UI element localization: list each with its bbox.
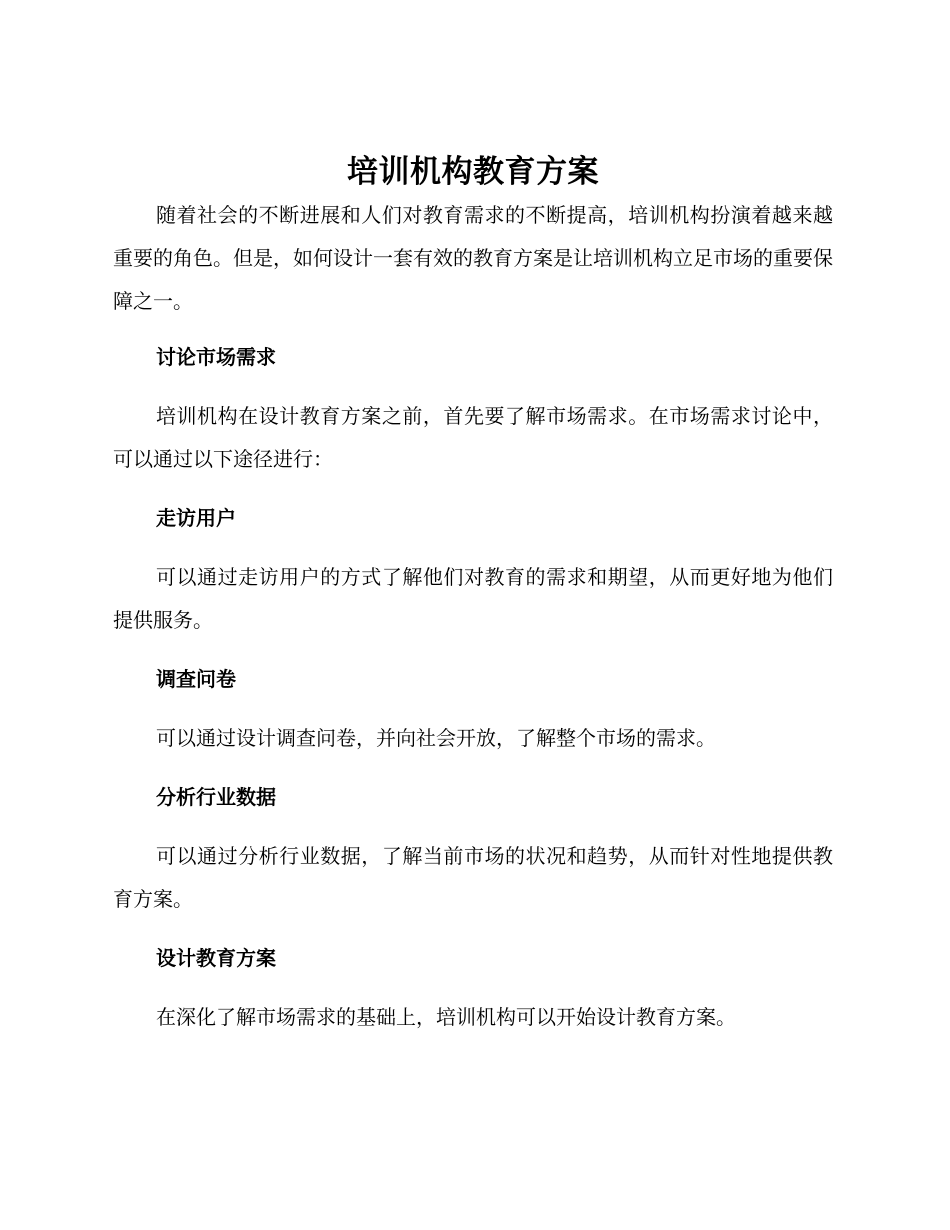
document-title: 培训机构教育方案: [347, 154, 599, 190]
document-body: [113, 150, 833, 1055]
section-text-industry-data: 可以通过分析行业数据，了解当前市场的状况和趋势，从而针对性地提供教育方案。: [113, 844, 833, 911]
section-heading-survey: 调查问卷: [156, 667, 236, 691]
section-heading-industry-data: 分析行业数据: [156, 785, 276, 809]
section-heading-design-plan: 设计教育方案: [156, 946, 276, 970]
section-heading-user-visits: 走访用户: [156, 506, 236, 530]
section-text-market-research: 培训机构在设计教育方案之前，首先要了解市场需求。在市场需求讨论中，可以通过以下途径进行：: [113, 404, 833, 471]
section-text-survey: 可以通过设计调查问卷，并向社会开放，了解整个市场的需求。: [156, 726, 716, 750]
section-text-user-visits: 可以通过走访用户的方式了解他们对教育的需求和期望，从而更好地为他们提供服务。: [113, 565, 833, 632]
section-heading-market-research: 讨论市场需求: [156, 345, 276, 369]
section-text-design-plan: 在深化了解市场需求的基础上，培训机构可以开始设计教育方案。: [156, 1005, 736, 1029]
intro-paragraph: 随着社会的不断进展和人们对教育需求的不断提高，培训机构扮演着越来越重要的角色。但是，如何设计一套有效的教育方案是让培训机构立足市场的重要保障之一。: [113, 203, 833, 313]
